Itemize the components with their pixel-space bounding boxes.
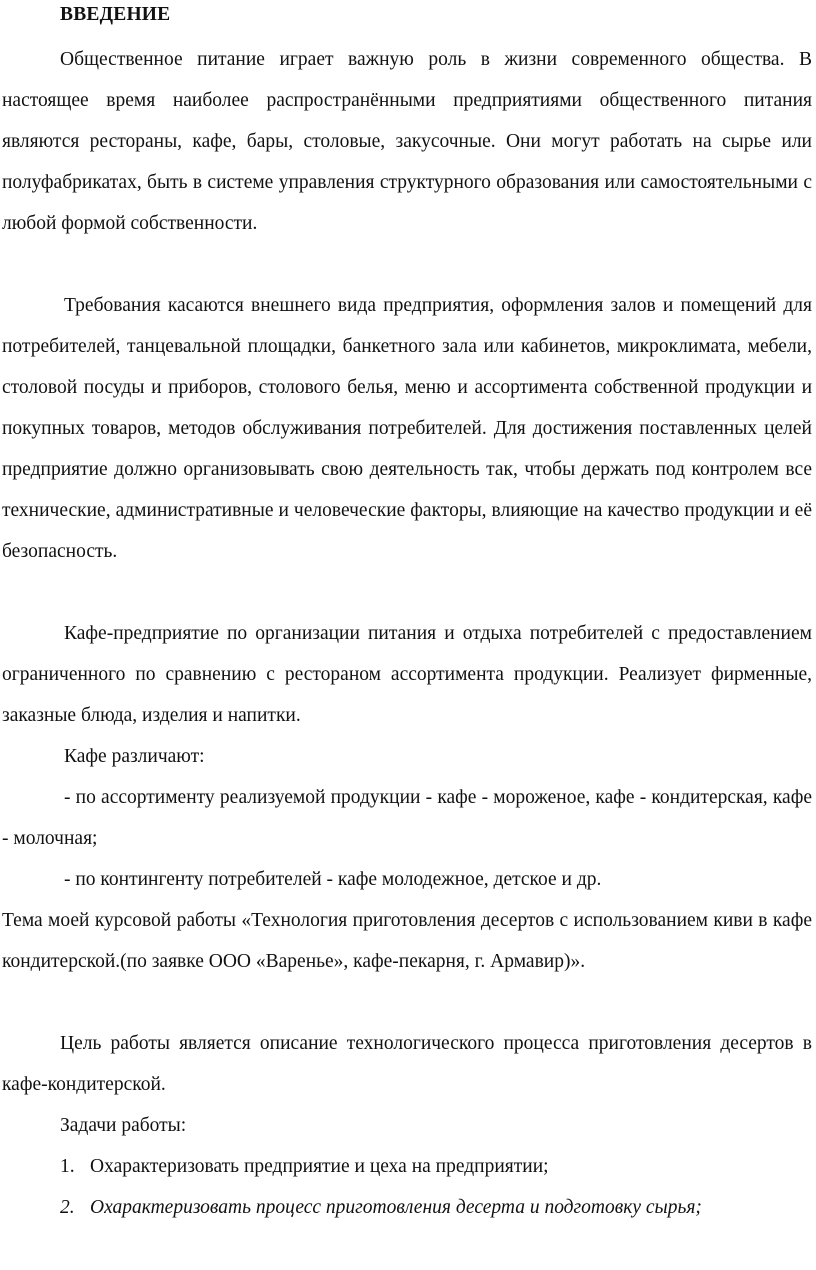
list-item-contingent: - по контингенту потребителей - кафе молодежное, детское и др. [64, 869, 602, 890]
paragraph-topic: Тема моей курсовой работы «Технология приготовления десертов с использованием киви в кафе кондитерской.(по заявке ООО «Варенье», кафе-пекарня, г. Армавир)». [2, 910, 812, 972]
tasks-list [60, 1146, 812, 1228]
paragraph-cafe-types: Кафе различают: [64, 746, 205, 767]
paragraph-requirements: Требования касаются внешнего вида предприятия, оформления залов и помещений для потребителей, танцевальной площадки, банкетного зала или кабинетов, микроклимата, мебели, столовой посуды и приборов, столового белья, меню и ассортимента собственной продукции и покупных товаров, методов обслуживания потребителей. Для достижения поставленных целей предприятие должно организовывать свою деятельность так, чтобы держать под контролем все технические, административные и человеческие факторы, влияющие на качество продукции и её безопасность. [2, 295, 812, 562]
list-item-number: 2. [60, 1197, 75, 1218]
list-item [60, 1146, 812, 1187]
list-item [60, 1187, 812, 1228]
list-item-number: 1. [60, 1156, 75, 1177]
list-item-text: Охарактеризовать предприятие и цеха на предприятии; [90, 1156, 549, 1177]
list-item-text: Охарактеризовать процесс приготовления десерта и подготовку сырья; [90, 1197, 702, 1218]
paragraph-cafe-definition: Кафе-предприятие по организации питания и отдыха потребителей с предоставлением ограниченного по сравнению с рестораном ассортимента продукции. Реализует фирменные, заказные блюда, изделия и напитки. [2, 623, 812, 726]
paragraph-intro: Общественное питание играет важную роль в жизни современного общества. В настоящее время наиболее распространёнными предприятиями общественного питания являются рестораны, кафе, бары, столовые, закусочные. Они могут работать на сырье или полуфабрикатах, быть в системе управления структурного образования или самостоятельными с любой формой собственности. [2, 49, 812, 234]
paragraph-tasks-label: Задачи работы: [60, 1115, 187, 1136]
list-item-assortment: - по ассортименту реализуемой продукции - кафе - мороженое, кафе - кондитерская, кафе - молочная; [2, 787, 812, 849]
paragraph-goal: Цель работы является описание технологического процесса приготовления десертов в кафе-кондитерской. [2, 1033, 812, 1095]
section-heading: ВВЕДЕНИЕ [60, 4, 171, 25]
